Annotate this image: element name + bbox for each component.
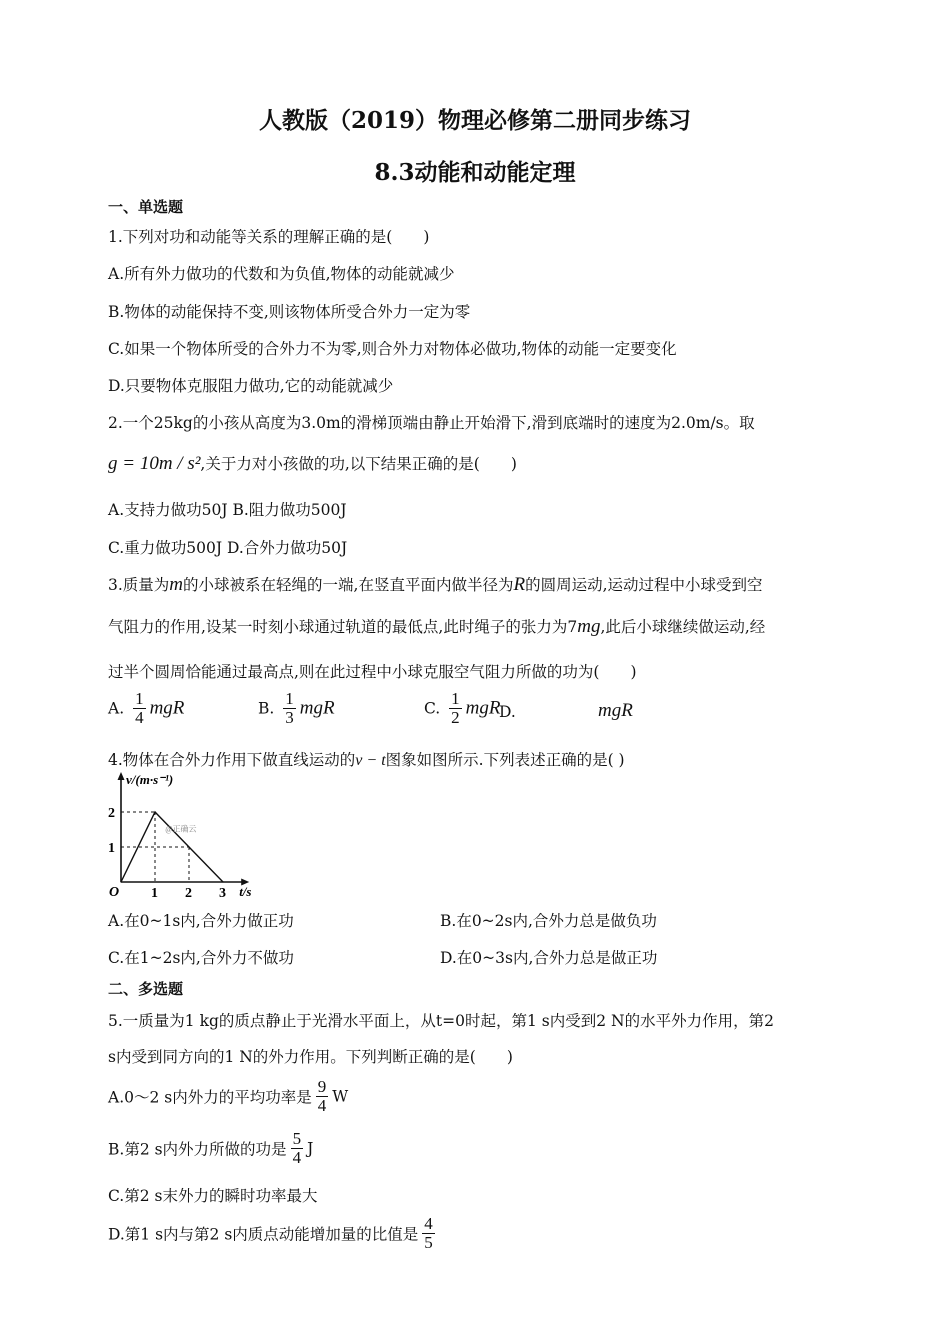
y-tick-label-1: 1 <box>108 841 115 856</box>
section-single-choice: 一、单选题 <box>108 198 184 216</box>
q5-option-a: A.0～2 s内外力的平均功率是 $\frac{9}{4}$ W <box>108 1077 349 1115</box>
section-multi-choice: 二、多选题 <box>108 980 184 998</box>
q3-option-a: A. $\frac{1}{4}$ mgR <box>108 689 185 727</box>
q2-formula: g = 10m / s² <box>108 453 201 474</box>
q3-option-d: D. <box>499 703 516 721</box>
q3-b-fraction: $\frac{1}{3}$ <box>285 689 294 727</box>
q4-stem: 4.物体在合外力作用下做直线运动的v − t图象如图所示.下列表述正确的是( ) <box>108 751 625 769</box>
watermark-text: @正确云 <box>165 824 197 834</box>
q5-b-fraction: $\frac{5}{4}$ <box>292 1129 302 1167</box>
page-subtitle: 8.3动能和动能定理 <box>374 159 576 186</box>
origin-label: O <box>109 885 120 898</box>
q2-stem-rest: ,关于力对小孩做的功,以下结果正确的是( ) <box>200 455 517 473</box>
q3-var-mg: mg <box>577 616 601 637</box>
q5-option-b: B.第2 s内外力所做的功是 $\frac{5}{4}$ J <box>108 1129 314 1167</box>
q4-option-c: C.在1~2s内,合外力不做功 <box>108 949 294 967</box>
q5-stem-line1: 5.一质量为1 kg的质点静止于光滑水平面上，从t=0时起，第1 s内受到2 N的水平外力作用，第2 <box>108 1012 774 1030</box>
q3-a-fraction: $\frac{1}{4}$ <box>135 689 144 727</box>
vt-point-0 <box>120 881 121 882</box>
q3-stem-line1: 3.质量为m的小球被系在轻绳的一端,在竖直平面内做半径为R的圆周运动,运动过程中小球受到空 <box>108 574 763 595</box>
page-title: 人教版（2019）物理必修第二册同步练习 <box>258 107 691 134</box>
q4-option-a: A.在0~1s内,合外力做正功 <box>108 912 294 930</box>
q3-option-d-value: mgR <box>598 700 633 721</box>
q2-stem-line2 <box>108 452 517 475</box>
q3-var-r: R <box>513 574 526 595</box>
q3-option-b: B. $\frac{1}{3}$ mgR <box>258 689 335 727</box>
vt-graph <box>104 770 279 898</box>
q5-option-d: D.第1 s内与第2 s内质点动能增加量的比值是 $\frac{4}{5}$ <box>108 1214 433 1252</box>
q4-option-d: D.在0~3s内,合外力总是做正功 <box>440 949 658 967</box>
x-tick-label-2: 2 <box>185 886 192 898</box>
q5-a-fraction: $\frac{9}{4}$ <box>317 1077 327 1115</box>
x-tick-label-3: 3 <box>219 886 226 898</box>
q1-option-b: B.物体的动能保持不变,则该物体所受合外力一定为零 <box>108 303 471 321</box>
q2-stem: 2.一个25kg的小孩从高度为3.0m的滑梯顶端由静止开始滑下,滑到底端时的速度为2.0m/s。取 <box>108 414 755 432</box>
q1-option-a: A.所有外力做功的代数和为负值,物体的动能就减少 <box>108 265 455 283</box>
x-axis-label: t/s <box>239 884 252 898</box>
q3-stem-line3: 过半个圆周恰能通过最高点,则在此过程中小球克服空气阻力所做的功为( ) <box>108 663 637 681</box>
y-tick-label-2: 2 <box>108 806 115 821</box>
q3-option-c: C. $\frac{1}{2}$ mgR <box>424 689 501 727</box>
y-axis-label: v/(m·s⁻¹) <box>126 772 174 787</box>
q5-stem-line2: s内受到同方向的1 N的外力作用。下列判断正确的是( ) <box>108 1048 513 1066</box>
q2-options-cd: C.重力做功500J D.合外力做功50J <box>108 539 348 557</box>
q1-option-c: C.如果一个物体所受的合外力不为零,则合外力对物体必做功,物体的动能一定要变化 <box>108 340 677 358</box>
q3-stem-line2: 气阻力的作用,设某一时刻小球通过轨道的最低点,此时绳子的张力为7mg,此后小球继续做运动,经 <box>108 616 766 637</box>
q5-option-c: C.第2 s末外力的瞬时功率最大 <box>108 1187 318 1205</box>
y-axis-arrow <box>118 772 125 780</box>
vt-point-2 <box>222 881 223 882</box>
q3-var-m: m <box>169 574 184 595</box>
q1-option-d: D.只要物体克服阻力做功,它的动能就减少 <box>108 377 394 395</box>
q2-options-ab: A.支持力做功50J B.阻力做功500J <box>108 501 347 519</box>
q5-d-fraction: $\frac{4}{5}$ <box>424 1214 433 1252</box>
x-tick-label-1: 1 <box>151 886 158 898</box>
q4-vt: v − t <box>355 752 386 769</box>
vt-point-1 <box>154 811 155 812</box>
q1-stem: 1.下列对功和动能等关系的理解正确的是( ) <box>108 228 430 246</box>
q3-c-fraction: $\frac{1}{2}$ <box>451 689 460 727</box>
q4-option-b: B.在0~2s内,合外力总是做负功 <box>440 912 657 930</box>
